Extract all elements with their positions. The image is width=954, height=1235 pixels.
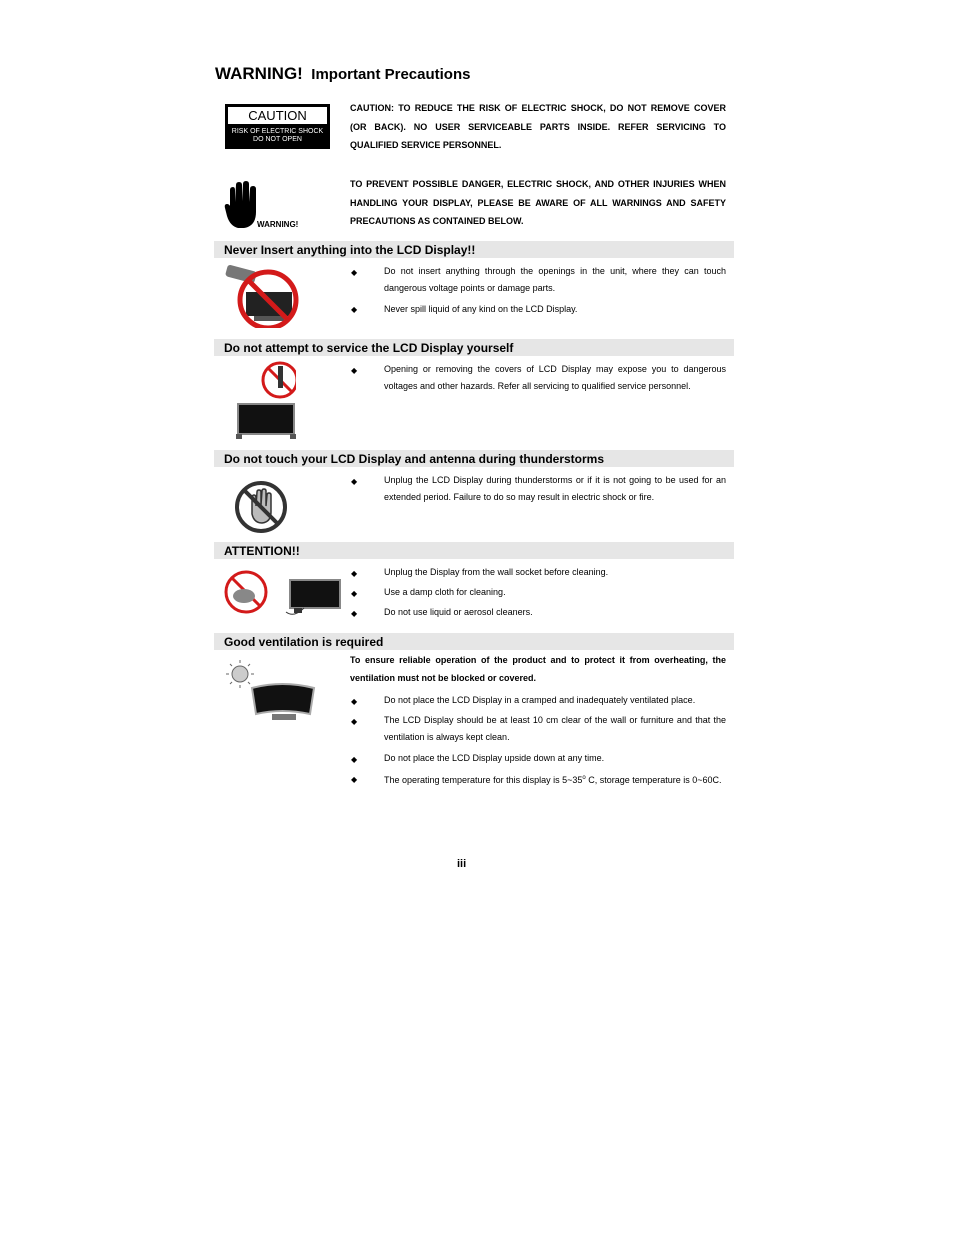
bullet-mark: ◆ xyxy=(351,755,358,764)
bullet-mark: ◆ xyxy=(351,305,358,314)
list-item: Use a damp cloth for cleaning. xyxy=(384,587,506,597)
page-title xyxy=(215,64,470,84)
bullet-mark: ◆ xyxy=(351,268,358,277)
bullet-mark: ◆ xyxy=(351,477,358,486)
title-subtitle: Important Precautions xyxy=(311,66,471,83)
list-item: Opening or removing the covers of LCD Display may expose you to dangerous voltages and other hazards. Refer all servicing to qualified service personnel. xyxy=(384,364,726,392)
list-item: Never spill liquid of any kind on the LCD Display. xyxy=(384,304,578,314)
ventilation-intro: To ensure reliable operation of the product and to protect it from overheating, the ventilation must not be blocked or covered. xyxy=(350,655,726,683)
no-screwdriver-icon xyxy=(234,360,296,440)
list-item: Do not insert anything through the openings in the unit, where they can touch dangerous voltage points or damage parts. xyxy=(384,266,726,294)
caution-label-box xyxy=(225,104,330,149)
list-item: Unplug the LCD Display during thunderstorms or if it is not going to be used for an extended period. Failure to do so may result in electric shock or fire. xyxy=(384,475,726,503)
bullet-mark: ◆ xyxy=(351,717,358,726)
caution-label: CAUTION xyxy=(228,107,327,124)
section-title: Do not touch your LCD Display and antenna during thunderstorms xyxy=(224,452,605,466)
list-item: Do not place the LCD Display in a cramped and inadequately ventilated place. xyxy=(384,695,696,705)
section-title: Do not attempt to service the LCD Display yourself xyxy=(224,341,514,355)
degree-sup: o xyxy=(582,775,586,781)
no-spray-cleaning-icon xyxy=(224,568,344,624)
bullet-mark: ◆ xyxy=(351,569,358,578)
caution-line-1: RISK OF ELECTRIC SHOCK xyxy=(231,128,324,135)
bullet-mark: ◆ xyxy=(351,775,358,784)
temp-text-prefix: The operating temperature for this display is 5~35 xyxy=(384,775,583,785)
page-number: iii xyxy=(457,858,467,870)
warning-text: TO PREVENT POSSIBLE DANGER, ELECTRIC SHOCK, AND OTHER INJURIES WHEN HANDLING YOUR DISPLAY, PLEASE BE AWARE OF ALL WARNINGS AND SAFETY PRECAUTIONS AS CONTAINED BELOW. xyxy=(350,179,726,227)
warning-icon-label: WARNING! xyxy=(257,220,299,229)
section-title: Good ventilation is required xyxy=(224,635,384,649)
list-item: The LCD Display should be at least 10 cm clear of the wall or furniture and that the ventilation is always kept clean. xyxy=(384,715,726,743)
no-insert-icon xyxy=(224,264,304,328)
section-header-attention xyxy=(214,542,734,559)
section-header-never-insert xyxy=(214,241,734,258)
list-item: Do not place the LCD Display upside down at any time. xyxy=(384,753,605,763)
section-title: ATTENTION!! xyxy=(224,544,300,558)
bullet-mark: ◆ xyxy=(351,697,358,706)
warning-word: WARNING! xyxy=(215,64,303,83)
no-touch-hand-icon xyxy=(234,480,288,534)
caution-text: CAUTION: TO REDUCE THE RISK OF ELECTRIC SHOCK, DO NOT REMOVE COVER (OR BACK). NO USER SERVICEABLE PARTS INSIDE. REFER SERVICING TO QUALIFIED SERVICE PERSONNEL. xyxy=(350,103,726,151)
hand-stop-icon xyxy=(224,180,258,230)
list-item: Do not use liquid or aerosol cleaners. xyxy=(384,607,533,617)
list-item-temperature xyxy=(384,770,726,789)
caution-line-2: DO NOT OPEN xyxy=(253,136,302,143)
section-header-thunderstorm xyxy=(214,450,734,467)
list-item: Unplug the Display from the wall socket before cleaning. xyxy=(384,567,609,577)
section-header-ventilation xyxy=(214,633,734,650)
bullet-mark: ◆ xyxy=(351,589,358,598)
overheating-display-icon xyxy=(224,658,324,724)
bullet-mark: ◆ xyxy=(351,366,358,375)
bullet-mark: ◆ xyxy=(351,609,358,618)
temp-text-suffix: C, storage temperature is 0~60C. xyxy=(585,775,722,785)
section-title: Never Insert anything into the LCD Display!! xyxy=(224,243,476,257)
section-header-service xyxy=(214,339,734,356)
